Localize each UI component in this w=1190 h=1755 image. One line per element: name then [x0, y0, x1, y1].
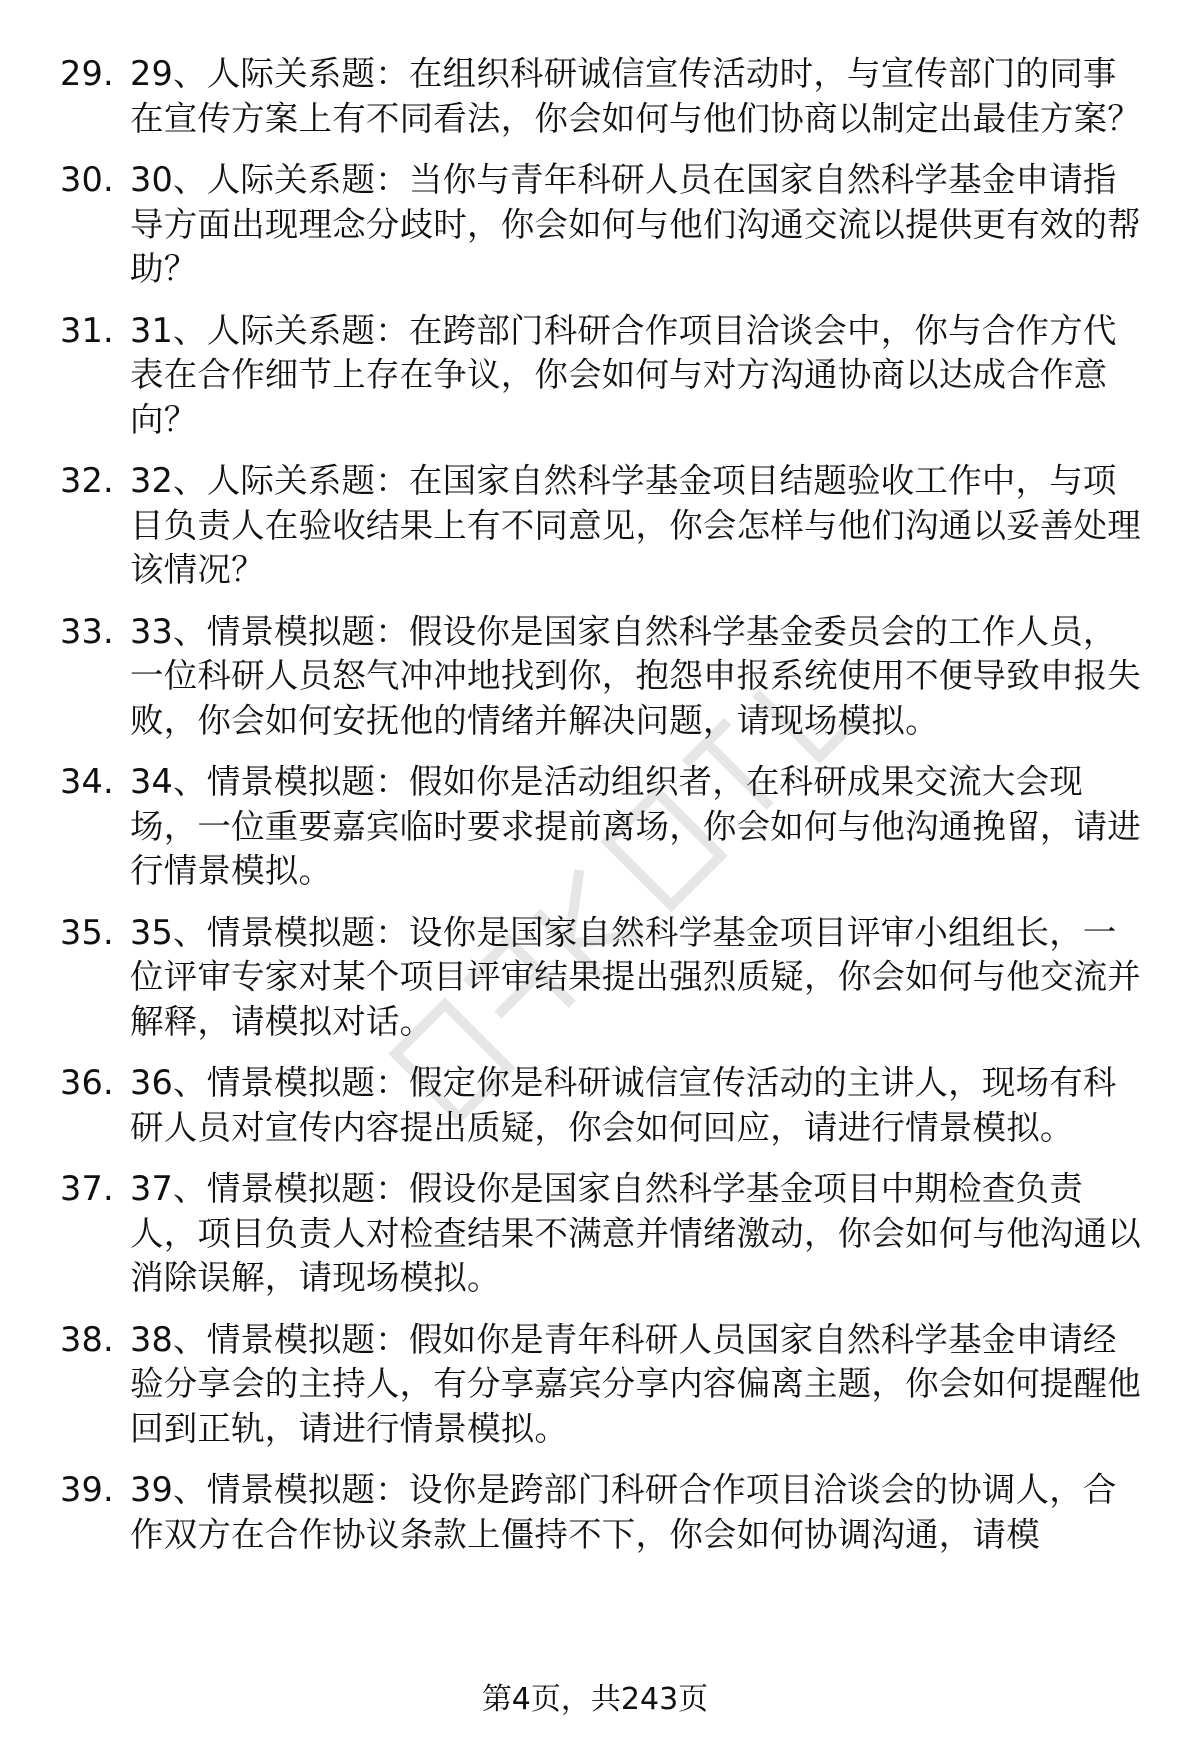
question-text: 31、人际关系题：在跨部门科研合作项目洽谈会中，你与合作方代表在合作细节上存在争议，你会如何与对方沟通协商以达成合作意向？ [130, 310, 1117, 439]
question-text: 36、情景模拟题：假定你是科研诚信宣传活动的主讲人，现场有科研人员对宣传内容提出质疑，你会如何回应，请进行情景模拟。 [130, 1063, 1117, 1147]
question-item [0, 1318, 1190, 1452]
question-item [0, 1167, 1190, 1301]
question-number: 31. [60, 310, 114, 350]
question-list [0, 52, 1190, 1574]
question-text: 33、情景模拟题：假设你是国家自然科学基金委员会的工作人员，一位科研人员怒气冲冲地找到你，抱怨申报系统使用不便导致申报失败，你会如何安抚他的情绪并解决问题，请现场模拟。 [130, 611, 1141, 740]
question-item [0, 911, 1190, 1045]
question-number: 35. [60, 912, 114, 952]
question-text: 37、情景模拟题：假设你是国家自然科学基金项目中期检查负责人，项目负责人对检查结果不满意并情绪激动，你会如何与他沟通以消除误解，请现场模拟。 [130, 1169, 1141, 1297]
question-number: 32. [60, 461, 114, 500]
question-number: 37. [60, 1169, 114, 1208]
question-number: 38. [60, 1319, 114, 1359]
question-text: 34、情景模拟题：假如你是活动组织者，在科研成果交流大会现场，一位重要嘉宾临时要求提前离场，你会如何与他沟通挽留，请进行情景模拟。 [130, 762, 1141, 890]
question-number: 34. [60, 762, 114, 801]
question-text: 39、情景模拟题：设你是跨部门科研合作项目洽谈会的协调人，合作双方在合作协议条款上僵持不下，你会如何协调沟通，请模 [130, 1470, 1117, 1554]
question-text: 32、人际关系题：在国家自然科学基金项目结题验收工作中，与项目负责人在验收结果上有不同意见，你会怎样与他们沟通以妥善处理该情况？ [130, 461, 1141, 589]
question-item [0, 158, 1190, 292]
question-number: 36. [60, 1063, 114, 1102]
question-text: 35、情景模拟题：设你是国家自然科学基金项目评审小组组长，一位评审专家对某个项目评审结果提出强烈质疑，你会如何与他交流并解释，请模拟对话。 [130, 912, 1141, 1041]
page-footer: 第4页，共243页 [481, 1682, 709, 1717]
question-number: 33. [60, 611, 114, 651]
question-item [0, 760, 1190, 894]
question-item [0, 610, 1190, 744]
question-text: 29、人际关系题：在组织科研诚信宣传活动时，与宣传部门的同事在宣传方案上有不同看法，你会如何与他们协商以制定出最佳方案？ [130, 54, 1141, 138]
question-item [0, 1468, 1190, 1557]
question-number: 30. [60, 160, 114, 199]
question-item [0, 309, 1190, 443]
question-item [0, 1061, 1190, 1150]
question-text: 30、人际关系题：当你与青年科研人员在国家自然科学基金申请指导方面出现理念分歧时，你会如何与他们沟通交流以提供更有效的帮助？ [130, 160, 1141, 288]
question-number: 39. [60, 1470, 114, 1509]
question-number: 29. [60, 54, 114, 93]
question-text: 38、情景模拟题：假如你是青年科研人员国家自然科学基金申请经验分享会的主持人，有分享嘉宾分享内容偏离主题，你会如何提醒他回到正轨，请进行情景模拟。 [130, 1319, 1141, 1448]
question-item [0, 52, 1190, 141]
question-item [0, 459, 1190, 593]
